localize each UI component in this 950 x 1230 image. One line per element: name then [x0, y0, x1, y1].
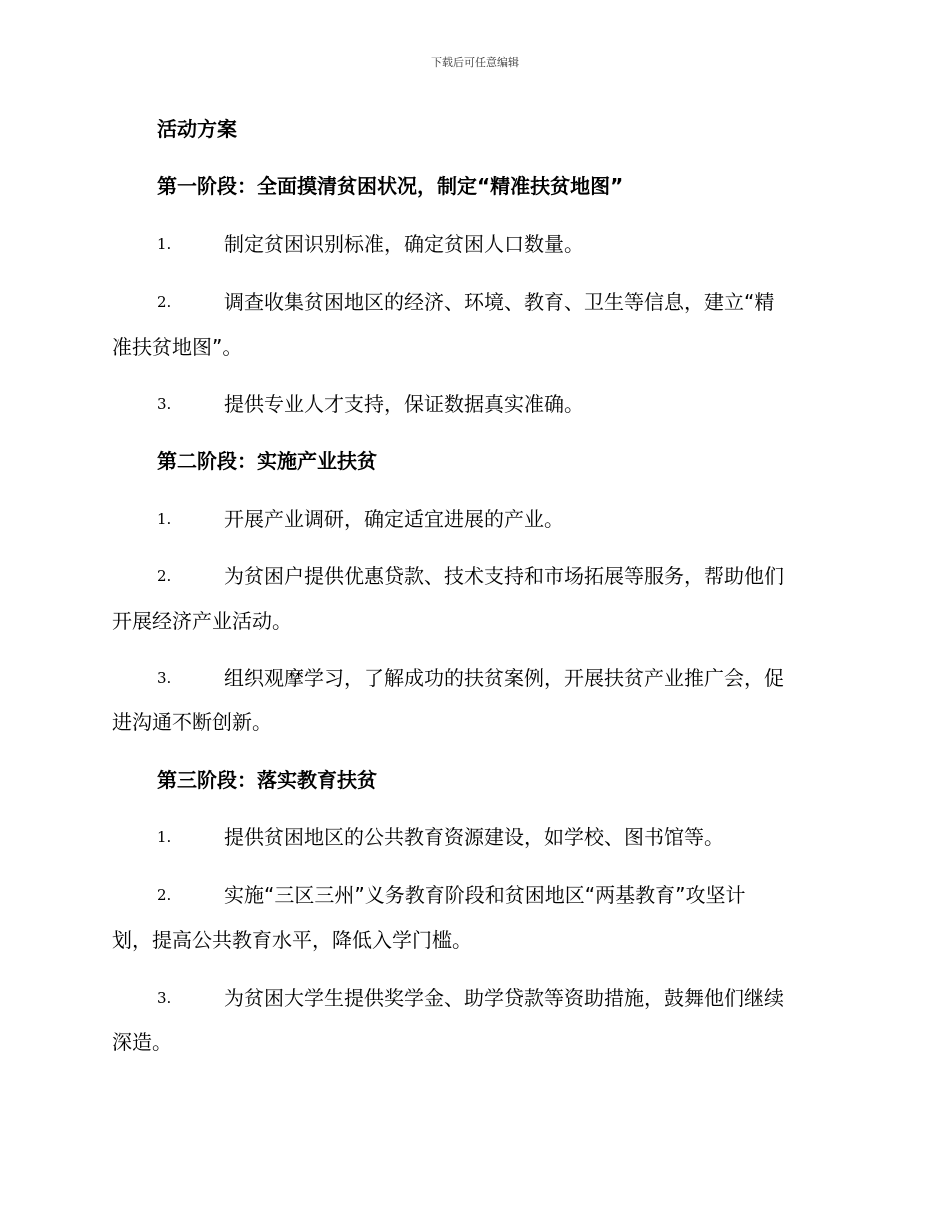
list-item-number: 2. — [157, 567, 172, 585]
list-item-text: 提供专业人才支持，保证数据真实准确。 — [224, 392, 584, 416]
list-item-text: 组织观摩学习，了解成功的扶贫案例，开展扶贫产业推广会，促 — [224, 666, 784, 690]
list-item-number: 3. — [157, 669, 172, 687]
list-item-text-continued: 开展经济产业活动。 — [112, 609, 292, 633]
list-item-text: 为贫困户提供优惠贷款、技术支持和市场拓展等服务，帮助他们 — [224, 564, 784, 588]
list-item-text: 提供贫困地区的公共教育资源建设，如学校、图书馆等。 — [224, 825, 724, 849]
list-item-text: 调查收集贫困地区的经济、环境、教育、卫生等信息，建立“精 — [224, 290, 775, 314]
list-item-text: 开展产业调研，确定适宜进展的产业。 — [224, 507, 564, 531]
stage2-heading: 第二阶段：实施产业扶贫 — [157, 449, 377, 473]
list-item-number: 1. — [157, 510, 172, 528]
list-item-number: 3. — [157, 989, 172, 1007]
list-item-text-continued: 准扶贫地图”。 — [112, 335, 243, 359]
list-item-text: 实施“三区三州”义务教育阶段和贫困地区“两基教育”攻坚计 — [224, 883, 746, 907]
list-item-number: 2. — [157, 886, 172, 904]
list-item-text-continued: 深造。 — [112, 1030, 172, 1054]
list-item-text-continued: 划，提高公共教育水平，降低入学门槛。 — [112, 928, 472, 952]
list-item-number: 1. — [157, 828, 172, 846]
stage3-heading: 第三阶段：落实教育扶贫 — [157, 768, 377, 792]
list-item-text-continued: 进沟通不断创新。 — [112, 710, 272, 734]
list-item-text: 为贫困大学生提供奖学金、助学贷款等资助措施，鼓舞他们继续 — [224, 986, 784, 1010]
stage1-heading: 第一阶段：全面摸清贫困状况，制定“精准扶贫地图” — [157, 174, 624, 198]
list-item-text: 制定贫困识别标准，确定贫困人口数量。 — [224, 232, 584, 256]
page-header: 下载后可任意编辑 — [431, 56, 519, 69]
list-item-number: 1. — [157, 235, 172, 253]
document-title: 活动方案 — [157, 117, 237, 141]
list-item-number: 3. — [157, 395, 172, 413]
list-item-number: 2. — [157, 293, 172, 311]
